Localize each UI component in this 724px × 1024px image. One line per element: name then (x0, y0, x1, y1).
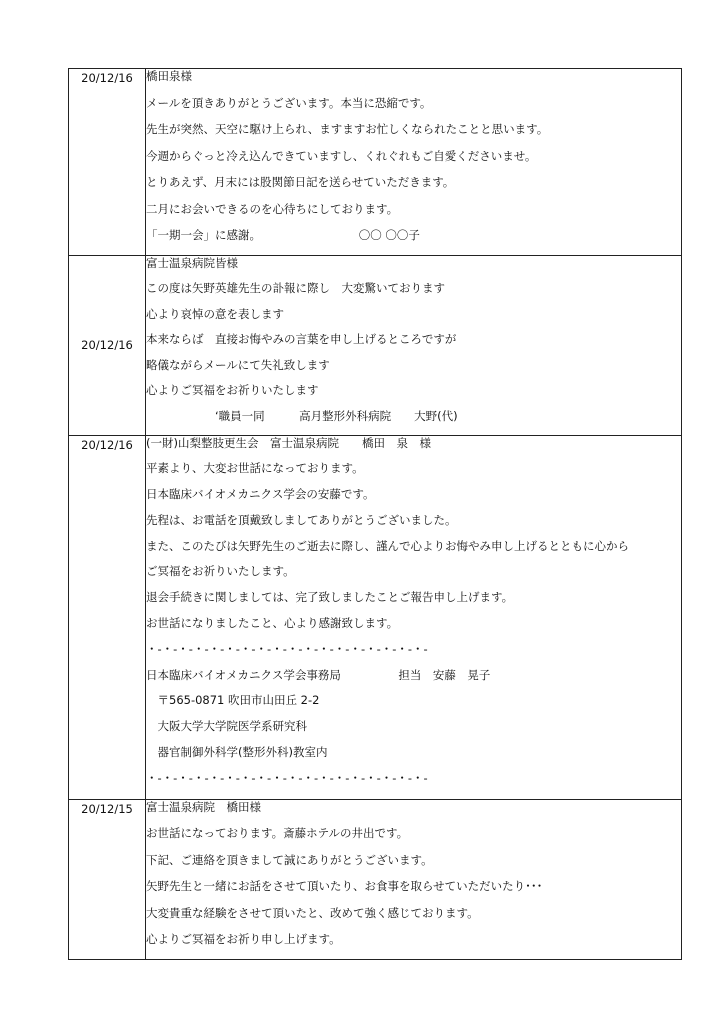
message-line: 本来ならば 直接お悔やみの言葉を申し上げるところですが (146, 332, 457, 346)
message-line: 〒565-0871 吹田市山田丘 2-2 (146, 693, 320, 708)
log-entry-row (69, 69, 682, 256)
entry-message (146, 255, 682, 435)
message-line: (一財)山梨整肢更生会 富士温泉病院 橋田 泉 様 (146, 435, 431, 450)
message-line: 略儀ながらメールにて失礼致します (146, 357, 330, 372)
message-line: お世話になっております。斎藤ホテルの井出です。 (146, 826, 409, 840)
entry-date: 20/12/16 (69, 435, 146, 799)
message-line: メールを頂きありがとうございます。本当に恐縮です。 (146, 95, 432, 110)
message-line: 富士温泉病院皆様 (146, 255, 238, 270)
message-line: とりあえず、月末には股関節日記を送らせていただきます。 (146, 175, 455, 189)
message-line: 平素より、大変お世話になっております。 (146, 461, 364, 476)
message-line: 日本臨床バイオメカニクス学会の安藤です。 (146, 487, 375, 502)
message-line: この度は矢野英雄先生の訃報に際し 大変驚いております (146, 281, 445, 295)
message-line: お世話になりましたこと、心より感謝致します。 (146, 616, 399, 631)
message-line: 心よりご冥福をお祈りいたします (146, 383, 319, 397)
entry-message (146, 799, 682, 959)
message-line: 先程は、お電話を頂戴致しましてありがとうございました。 (146, 512, 457, 527)
message-line: 先生が突然、天空に駆け上られ、ますますお忙しくなられたことと思います。 (146, 122, 549, 136)
log-entry-row (69, 255, 682, 435)
message-line: 心より哀悼の意を表します (146, 306, 284, 321)
message-line: 富士温泉病院 橋田様 (146, 799, 261, 814)
entry-message (146, 435, 682, 799)
message-line: 二月にお会いできるのを心待ちにしております。 (146, 201, 399, 216)
message-line: 下記、ご連絡を頂きまして誠にありがとうございます。 (146, 852, 433, 867)
message-line: 橋田泉様 (146, 69, 192, 83)
message-line: また、このたびは矢野先生のご逝去に際し、謹んで心よりお悔やみ申し上げるとともに心から (146, 538, 629, 553)
message-line: ・-・-・-・-・-・-・-・-・-・-・-・-・-・-・-・-・-・- (146, 641, 428, 656)
message-line: 心よりご冥福をお祈り申し上げます。 (146, 932, 341, 946)
message-line: 「一期一会」に感謝。 〇〇 〇〇子 (146, 228, 420, 242)
entry-message (146, 69, 682, 256)
message-line: ご冥福をお祈りいたします。 (146, 564, 295, 579)
entry-date: 20/12/15 (69, 799, 146, 959)
entry-date: 20/12/16 (69, 69, 146, 256)
message-line: 器官制御外科学(整形外科)教室内 (146, 745, 328, 760)
message-line: ‘職員一同 高月整形外科病院 大野(代) (146, 408, 458, 423)
message-line: 矢野先生と一緒にお話をさせて頂いたり、お食事を取らせていただいたり･･･ (146, 879, 543, 893)
entry-date: 20/12/16 (69, 255, 146, 435)
message-line: 今週からぐっと冷え込んできていますし、くれぐれもご自愛くださいませ。 (146, 148, 537, 163)
message-log-table (68, 68, 682, 960)
log-entry-row (69, 435, 682, 799)
message-line: 退会手続きに関しましては、完了致しましたことご報告申し上げます。 (146, 590, 514, 605)
message-line: 日本臨床バイオメカニクス学会事務局 担当 安藤 晃子 (146, 667, 491, 682)
message-line: 大変貴重な経験をさせて頂いたと、改めて強く感じております。 (146, 905, 479, 920)
message-line: ・-・-・-・-・-・-・-・-・-・-・-・-・-・-・-・-・-・- (146, 770, 428, 785)
message-line: 大阪大学大学院医学系研究科 (146, 719, 307, 734)
log-entry-row (69, 799, 682, 959)
